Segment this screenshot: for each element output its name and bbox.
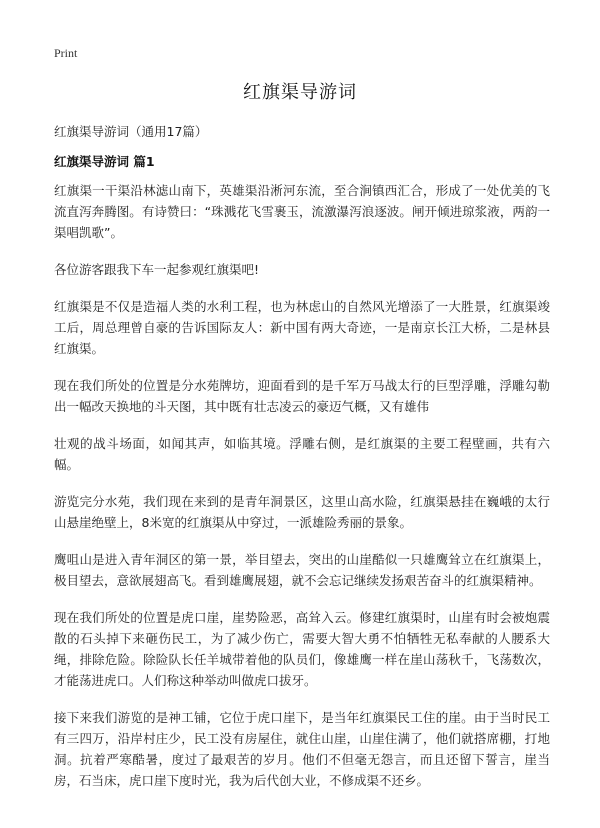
paragraph: 接下来我们游览的是神工铺，它位于虎口崖下，是当年红旗渠民工住的崖。由于当时民工有三四万，沿岸村庄少，民工没有房屋住，就住山崖，山崖住满了，他们就搭席棚，打地洞。抗着严寒酷暑，度过了最艰苦的岁月。他们不但毫无怨言，而且还留下誓言，崖当房，石当床，虎口崖下度时光，我为后代创大业，不修成渠不还乡。 bbox=[54, 710, 550, 788]
paragraph: 现在我们所处的位置是虎口崖，崖势险恶，高耸入云。修建红旗渠时，山崖有时会被炮震散的石头掉下来砸伤民工，为了减少伤亡，需要大智大勇不怕牺牲无私奉献的人腰系大绳，排除危险。除险队长任羊城带着他的队员们，像雄鹰一样在崖山荡秋千，飞荡数次，才能荡进虎口。人们称这种举动叫做虎口拔牙。 bbox=[54, 610, 550, 688]
paragraph: 各位游客跟我下车一起参观红旗渠吧! bbox=[54, 262, 260, 277]
paragraph: 壮观的战斗场面，如闻其声，如临其境。浮雕右侧，是红旗渠的主要工程壁画，共有六幅。 bbox=[54, 436, 550, 472]
paragraph: 鹰咀山是进入青年洞区的第一景，举目望去，突出的山崖酷似一只雄鹰耸立在红旗渠上，极目望去，意欲展翅高飞。看到雄鹰展翅，就不会忘记继续发扬艰苦奋斗的红旗渠精神。 bbox=[54, 552, 550, 588]
paragraph: 红旗渠是不仅是造福人类的水利工程，也为林虑山的自然风光增添了一大胜景，红旗渠竣工后，周总理曾自豪的告诉国际友人：新中国有两大奇迹，一是南京长江大桥，二是林县红旗渠。 bbox=[54, 299, 550, 356]
page-title: 红旗渠导游词 bbox=[243, 82, 357, 103]
article-body bbox=[54, 180, 550, 807]
section-heading: 红旗渠导游词 篇1 bbox=[54, 154, 155, 169]
paragraph: 现在我们所处的位置是分水苑牌坊，迎面看到的是千军万马战太行的巨型浮雕，浮雕勾勒出一幅改天换地的斗天图，其中既有壮志凌云的豪迈气概，又有雄伟 bbox=[54, 378, 550, 414]
paragraph: 红旗渠一干渠沿林滤山南下，英雄渠沿淅河东流，至合涧镇西汇合，形成了一处优美的飞流直泻奔腾图。有诗赞曰：“珠溅花飞雪裹玉，流激瀑泻浪逐波。闸开倾进琼浆液，两韵一渠唱凯歌”。 bbox=[54, 183, 550, 240]
document-subtitle: 红旗渠导游词（通用17篇） bbox=[54, 124, 208, 139]
print-link[interactable]: Print bbox=[54, 46, 78, 60]
paragraph: 游览完分水苑，我们现在来到的是青年洞景区，这里山高水险，红旗渠悬挂在巍峨的太行山悬崖绝壁上，8米宽的红旗渠从中穿过，一派雄险秀丽的景象。 bbox=[54, 494, 550, 530]
